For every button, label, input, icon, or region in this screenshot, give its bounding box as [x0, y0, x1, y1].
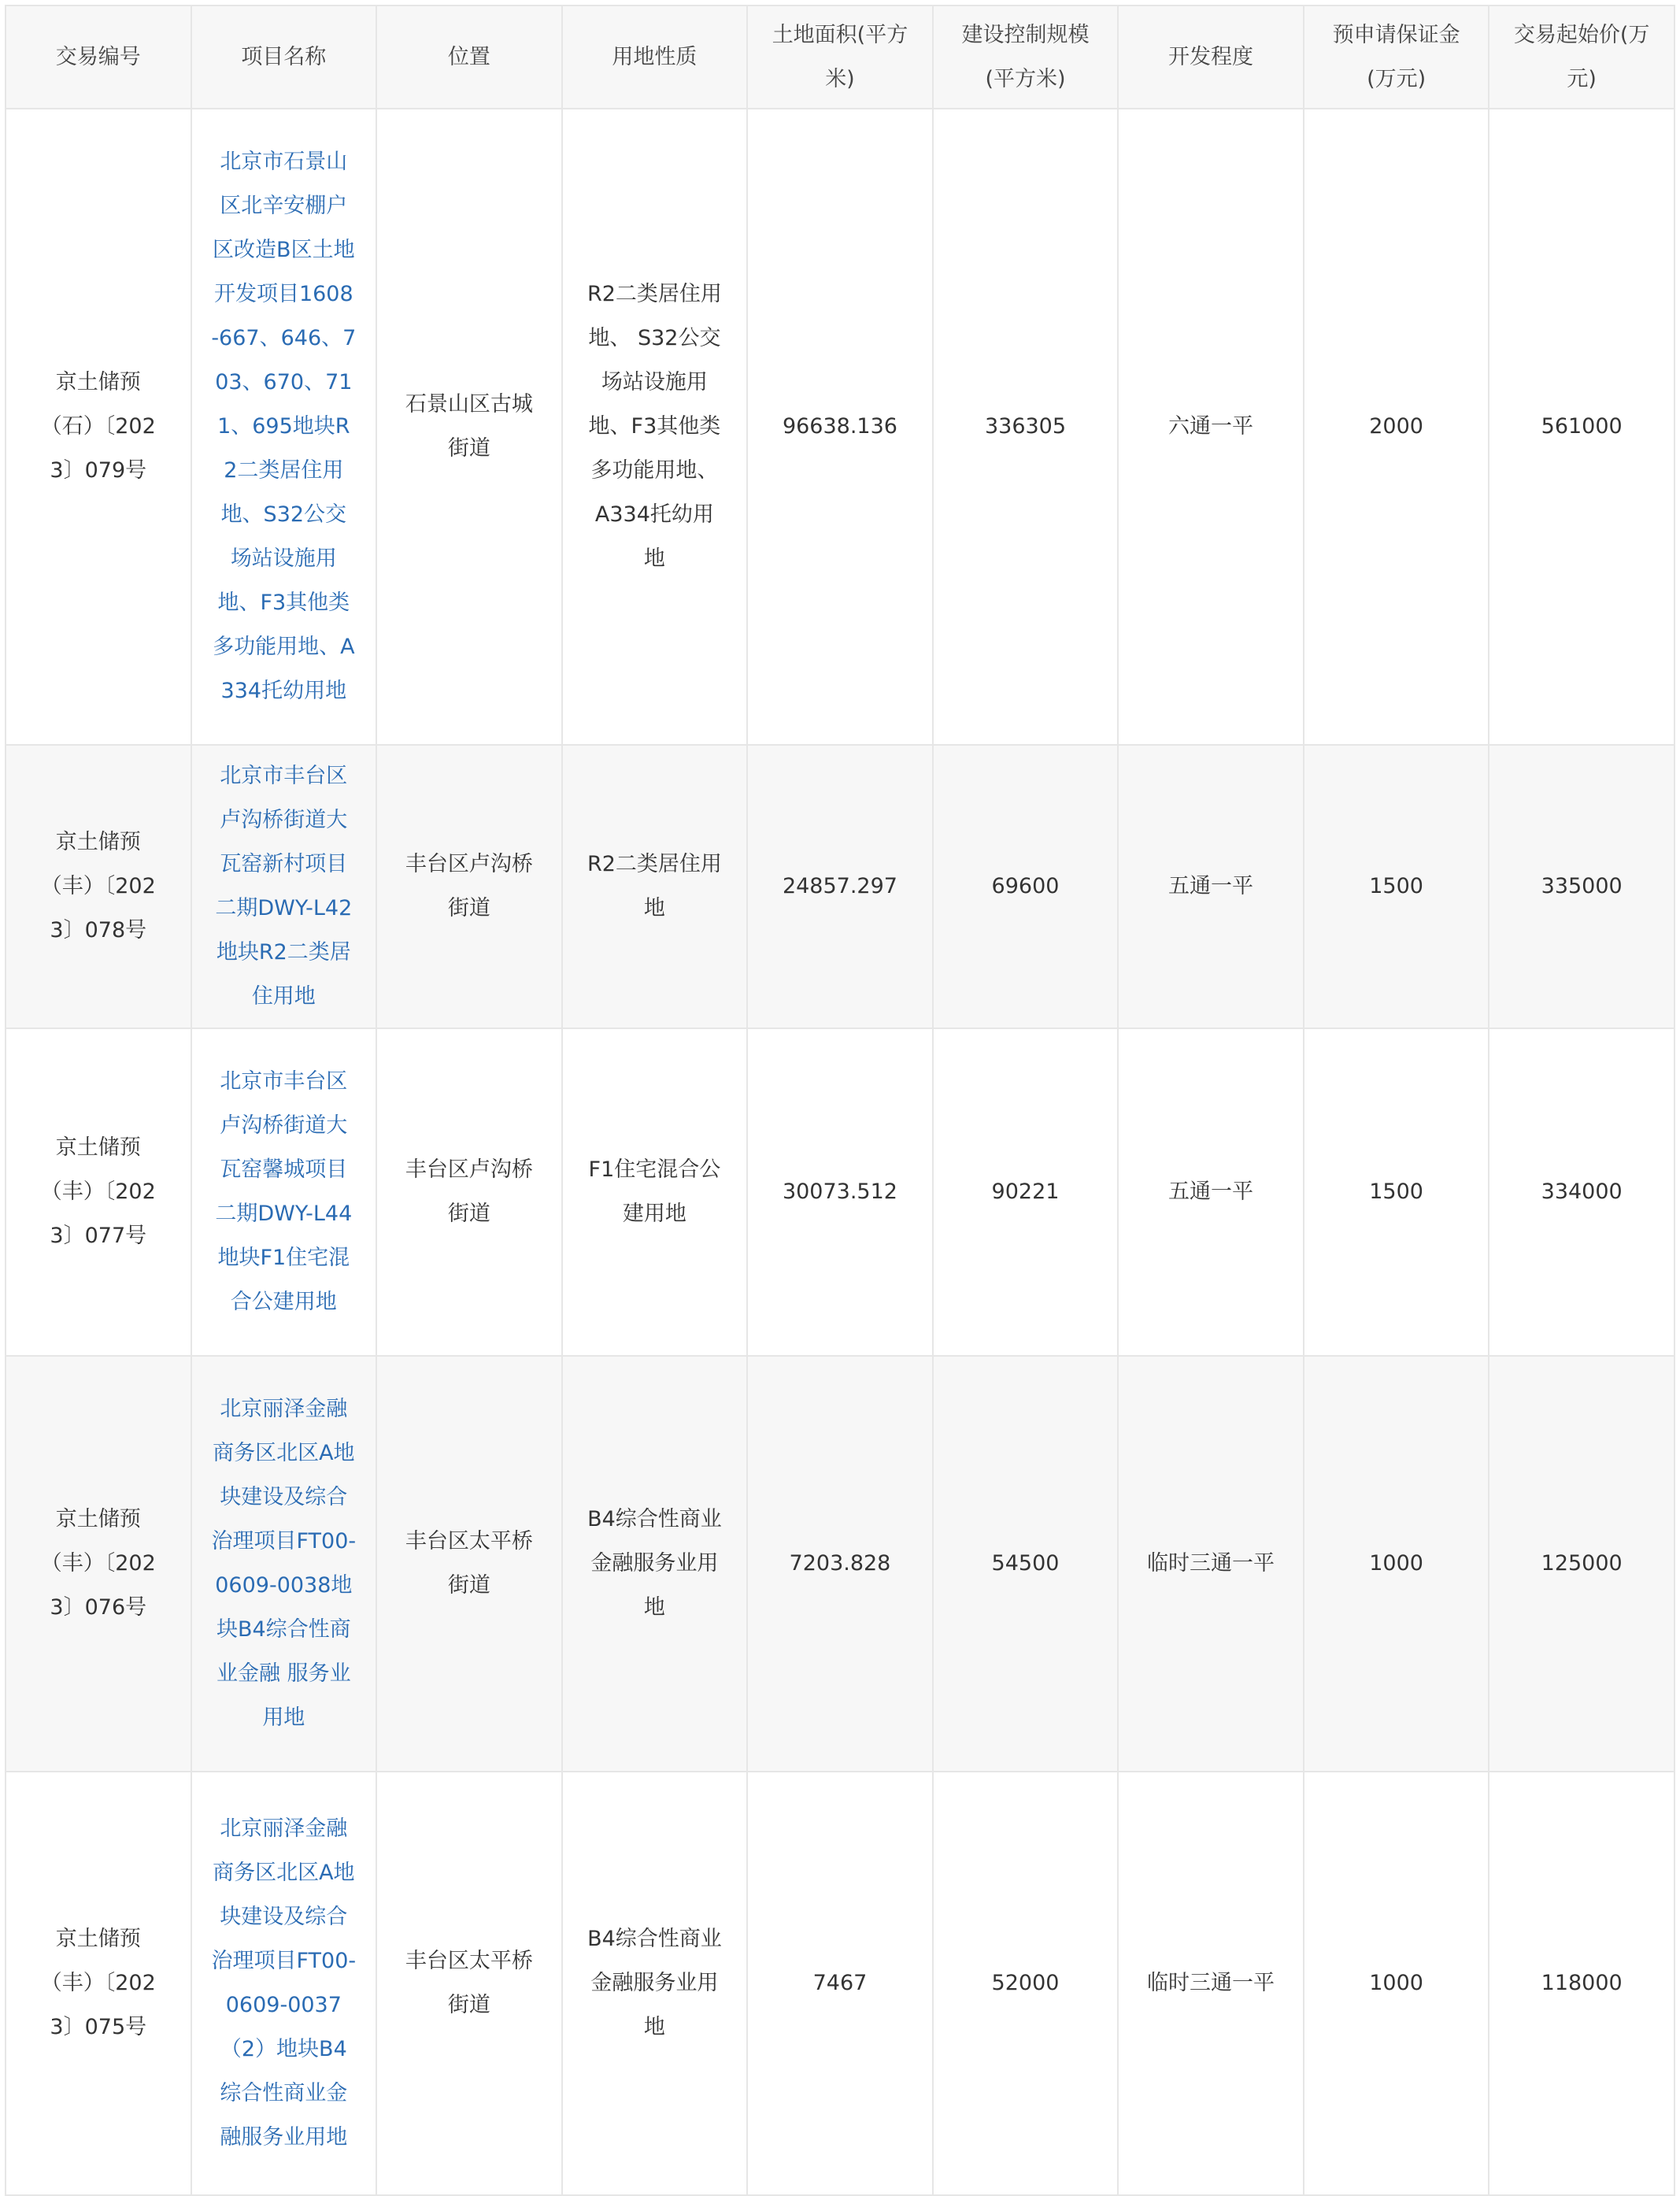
cell-development: 临时三通一平 [1118, 1772, 1304, 2195]
table-row [6, 1028, 1674, 1356]
table-row [6, 1772, 1674, 2195]
header-code: 交易编号 [6, 6, 191, 109]
header-development: 开发程度 [1118, 6, 1304, 109]
cell-start-price: 561000 [1489, 109, 1674, 745]
cell-location: 丰台区卢沟桥街道 [376, 1028, 562, 1356]
cell-deposit: 1000 [1304, 1356, 1489, 1772]
project-name-link[interactable]: 北京丽泽金融商务区北区A地块建设及综合治理项目FT00-0609-0038地块B4综合性商业金融 服务业用地 [191, 1356, 377, 1772]
cell-start-price: 125000 [1489, 1356, 1674, 1772]
cell-deposit: 1000 [1304, 1772, 1489, 2195]
cell-deposit: 1500 [1304, 745, 1489, 1028]
cell-deposit: 2000 [1304, 109, 1489, 745]
cell-location: 丰台区太平桥街道 [376, 1356, 562, 1772]
cell-land-use: R2二类居住用地、 S32公交场站设施用地、F3其他类多功能用地、A334托幼用地 [562, 109, 748, 745]
project-name-link[interactable]: 北京丽泽金融商务区北区A地块建设及综合治理项目FT00-0609-0037（2）地块B4综合性商业金融服务业用地 [191, 1772, 377, 2195]
cell-code: 京土储预（丰）〔2023〕078号 [6, 745, 191, 1028]
cell-deposit: 1500 [1304, 1028, 1489, 1356]
cell-area: 7203.828 [747, 1356, 933, 1772]
land-transaction-table [5, 5, 1675, 2196]
cell-development: 五通一平 [1118, 745, 1304, 1028]
cell-area: 7467 [747, 1772, 933, 2195]
header-scale: 建设控制规模(平方米) [933, 6, 1119, 109]
cell-location: 石景山区古城街道 [376, 109, 562, 745]
header-area: 土地面积(平方米) [747, 6, 933, 109]
cell-scale: 90221 [933, 1028, 1119, 1356]
project-name-link[interactable]: 北京市丰台区卢沟桥街道大瓦窑馨城项目二期DWY-L44地块F1住宅混合公建用地 [191, 1028, 377, 1356]
cell-start-price: 335000 [1489, 745, 1674, 1028]
cell-code: 京土储预（丰）〔2023〕075号 [6, 1772, 191, 2195]
cell-location: 丰台区卢沟桥街道 [376, 745, 562, 1028]
cell-code: 京土储预（丰）〔2023〕077号 [6, 1028, 191, 1356]
cell-start-price: 334000 [1489, 1028, 1674, 1356]
cell-scale: 69600 [933, 745, 1119, 1028]
cell-area: 96638.136 [747, 109, 933, 745]
cell-development: 五通一平 [1118, 1028, 1304, 1356]
header-land-use: 用地性质 [562, 6, 748, 109]
header-location: 位置 [376, 6, 562, 109]
cell-scale: 54500 [933, 1356, 1119, 1772]
cell-land-use: B4综合性商业金融服务业用地 [562, 1356, 748, 1772]
table-row [6, 1356, 1674, 1772]
cell-location: 丰台区太平桥街道 [376, 1772, 562, 2195]
cell-code: 京土储预（丰）〔2023〕076号 [6, 1356, 191, 1772]
cell-land-use: B4综合性商业金融服务业用地 [562, 1772, 748, 2195]
header-start-price: 交易起始价(万元) [1489, 6, 1674, 109]
cell-scale: 336305 [933, 109, 1119, 745]
cell-land-use: F1住宅混合公建用地 [562, 1028, 748, 1356]
table-header-row [6, 6, 1674, 109]
cell-area: 30073.512 [747, 1028, 933, 1356]
cell-development: 六通一平 [1118, 109, 1304, 745]
project-name-link[interactable]: 北京市石景山区北辛安棚户区改造B区土地开发项目1608-667、646、703、670、711、695地块R2二类居住用地、S32公交场站设施用地、F3其他类多功能用地、A334托幼用地 [191, 109, 377, 745]
project-name-link[interactable]: 北京市丰台区卢沟桥街道大瓦窑新村项目二期DWY-L42地块R2二类居住用地 [191, 745, 377, 1028]
cell-land-use: R2二类居住用地 [562, 745, 748, 1028]
cell-scale: 52000 [933, 1772, 1119, 2195]
table-row [6, 109, 1674, 745]
cell-development: 临时三通一平 [1118, 1356, 1304, 1772]
header-name: 项目名称 [191, 6, 377, 109]
cell-code: 京土储预（石）〔2023〕079号 [6, 109, 191, 745]
cell-start-price: 118000 [1489, 1772, 1674, 2195]
cell-area: 24857.297 [747, 745, 933, 1028]
table-row [6, 745, 1674, 1028]
header-deposit: 预申请保证金(万元) [1304, 6, 1489, 109]
